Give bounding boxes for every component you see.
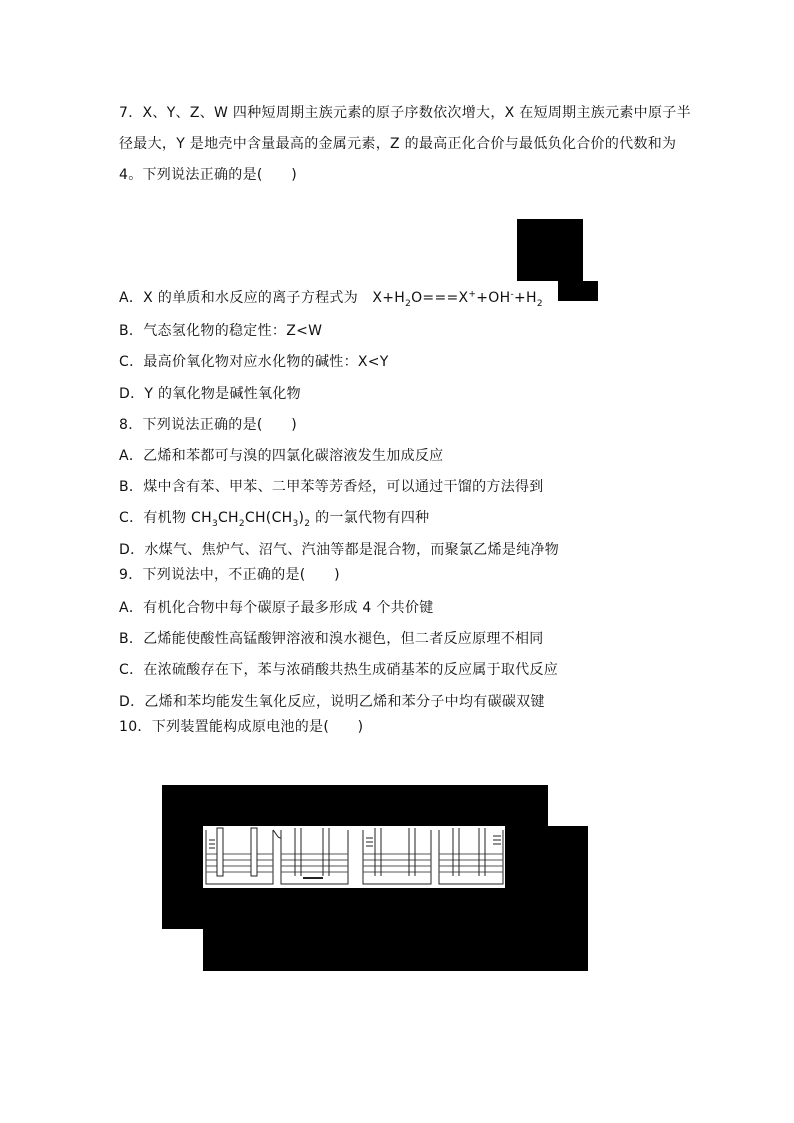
q7-stem-line-3: 4。下列说法正确的是( ) bbox=[119, 167, 298, 183]
q8-option-d: D．水煤气、焦炉气、沼气、汽油等都是混合物，而聚氯乙烯是纯净物 bbox=[119, 542, 560, 558]
q10-stem: 10．下列装置能构成原电池的是( ) bbox=[119, 719, 364, 735]
beakers-diagram bbox=[203, 826, 505, 888]
beaker-c bbox=[363, 828, 431, 884]
q7-option-d: D．Y 的氧化物是碱性氧化物 bbox=[119, 386, 301, 402]
q8-stem: 8．下列说法正确的是( ) bbox=[119, 417, 298, 433]
beaker-d bbox=[439, 828, 503, 884]
q9-option-b: B．乙烯能使酸性高锰酸钾溶液和溴水褪色，但二者反应原理不相同 bbox=[119, 631, 544, 647]
q8-option-c: C．有机物 $CH_3CH_2CH(CH_3)_2$ 的一氯代物有四种 bbox=[119, 510, 430, 529]
figure-redaction-bottom bbox=[203, 929, 548, 971]
q7-option-b: B．气态氢化物的稳定性：Z<W bbox=[119, 323, 323, 339]
q7-stem-line-1: 7．X、Y、Z、W 四种短周期主族元素的原子序数依次增大，X 在短周期主族元素中原子半 bbox=[119, 105, 691, 121]
q9-option-a: A．有机化合物中每个碳原子最多形成 4 个共价键 bbox=[119, 600, 434, 616]
q7-stem-line-2: 径最大，Y 是地壳中含量最高的金属元素，Z 的最高正化合价与最低负化合价的代数和为 bbox=[119, 136, 677, 152]
q8-option-a: A．乙烯和苯都可与溴的四氯化碳溶液发生加成反应 bbox=[119, 448, 444, 464]
galvanic-cell-apparatus-figure bbox=[203, 826, 505, 888]
figure-redaction-right bbox=[548, 826, 588, 971]
redaction-block-lower bbox=[558, 281, 598, 301]
redaction-block-upper bbox=[517, 219, 583, 281]
beaker-a bbox=[206, 828, 273, 884]
q9-stem: 9．下列说法中，不正确的是( ) bbox=[119, 567, 340, 583]
q7-option-c: C．最高价氧化物对应水化物的碱性：X<Y bbox=[119, 354, 389, 370]
q9-option-c: C．在浓硫酸存在下，苯与浓硝酸共热生成硝基苯的反应属于取代反应 bbox=[119, 662, 559, 678]
beaker-b bbox=[281, 828, 348, 884]
q9-option-d: D．乙烯和苯均能发生氧化反应，说明乙烯和苯分子中均有碳碳双键 bbox=[119, 694, 545, 710]
q7-option-a: A．X 的单质和水反应的离子方程式为 $X+H_2O===X^++OH^-+H_2$ bbox=[119, 289, 543, 309]
q8-option-b: B．煤中含有苯、甲苯、二甲苯等芳香烃，可以通过干馏的方法得到 bbox=[119, 479, 544, 495]
